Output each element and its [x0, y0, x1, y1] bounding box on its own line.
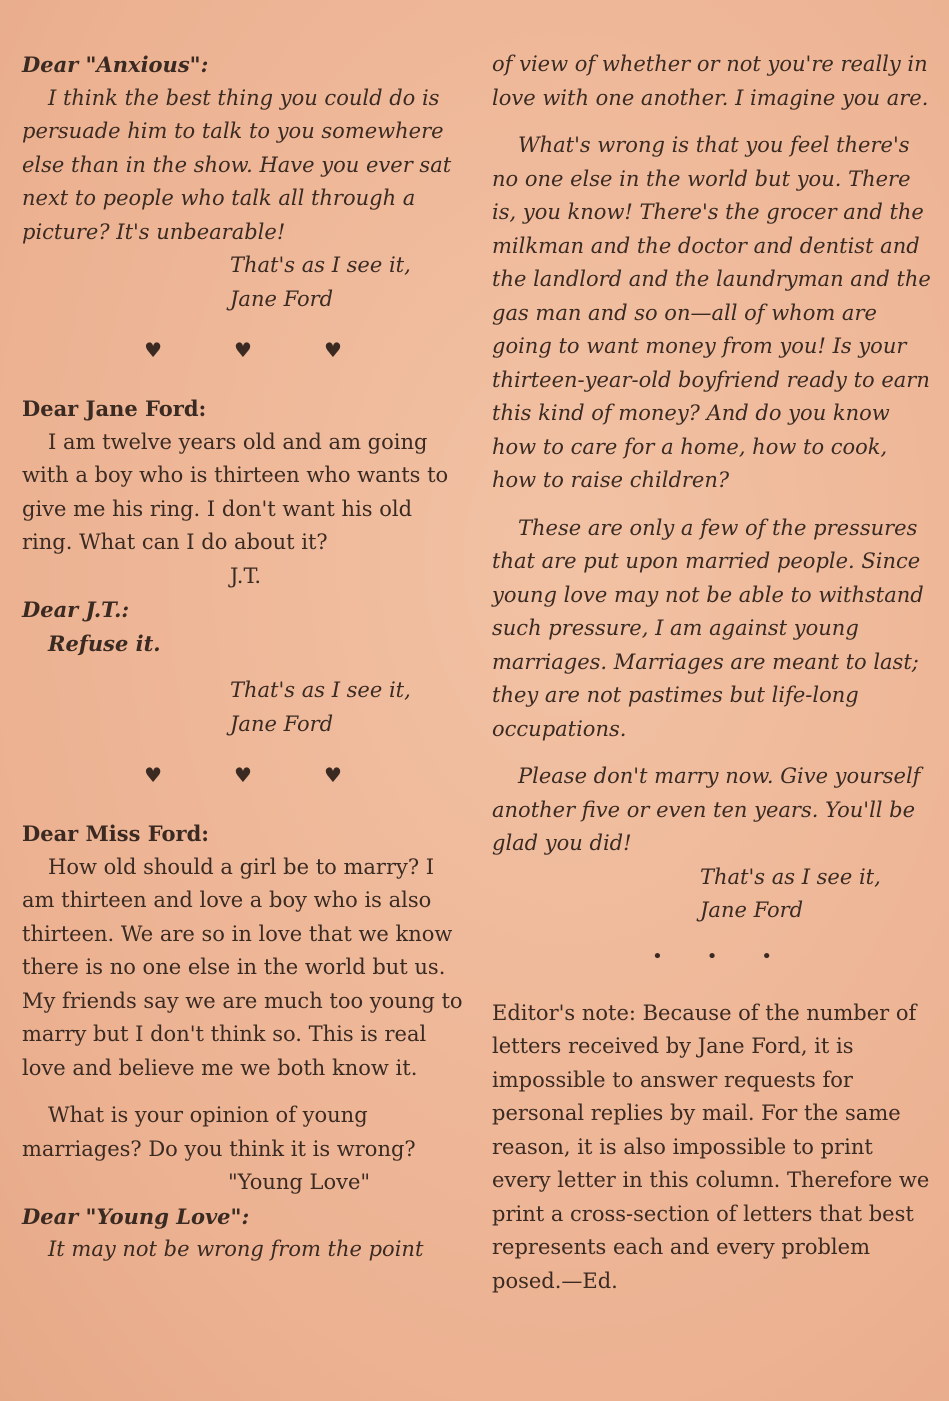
heart-icon: ♥	[234, 763, 252, 787]
reply-body: These are only a few of the pressures that are put upon married people. Since young love may not be able to withstand such pressure, I am against young marriages. Marriages are meant to last; they are not pastimes but life-long occupations.	[492, 515, 924, 741]
letter-body: I am twelve years old and am going with a boy who is thirteen who wants to give me his ring. I don't want his old ring. What can I do about it?	[22, 429, 449, 554]
signature: Jane Ford	[230, 286, 334, 311]
reply-body: Refuse it.	[48, 630, 161, 656]
signoff: That's as I see it,	[700, 864, 881, 889]
letter-signature: "Young Love"	[228, 1170, 371, 1194]
bullet-icon: •	[761, 945, 772, 967]
letter-body: How old should a girl be to marry? I am thirteen and love a boy who is also thirteen. We are so in love that we know there is no one else in the world but us. My friends say we are much too young to marry but I don't think so. This is real love and believe me we both know it.	[22, 854, 463, 1080]
reply-salutation: Dear "Anxious":	[22, 52, 209, 77]
heart-icon: ♥	[144, 338, 163, 362]
letter-salutation: Dear Jane Ford:	[22, 396, 207, 421]
signoff: That's as I see it,	[230, 678, 411, 702]
signature: Jane Ford	[230, 711, 334, 736]
heart-icon: ♥	[323, 763, 342, 787]
heart-icon: ♥	[323, 338, 342, 362]
editors-note: Editor's note: Because of the number of letters received by Jane Ford, it is impossible to answer requests for personal replies by mail. For the same reason, it is also impossible to print every letter in this column. Therefore we print a cross-section of letters that best represents each and every problem posed.—Ed.	[492, 1000, 930, 1293]
reply-body: of view of whether or not you're really in love with one another. I imagine you are.	[492, 52, 929, 110]
bullet-divider	[492, 946, 932, 967]
right-column	[492, 48, 932, 1298]
heart-icon: ♥	[144, 763, 163, 787]
left-column	[22, 48, 464, 1267]
reply-body: I think the best thing you could do is persuade him to talk to you somewhere else than in the show. Have you ever sat next to people who talk all through a picture? It's unbearable!	[22, 85, 452, 244]
reply-body: What's wrong is that you feel there's no one else in the world but you. There is, you know! There's the grocer and the milkman and the doctor and dentist and the landlord and the laundryman and the gas man and so on—all of whom are going to want money from you! Is your thirteen-year-old boyfriend ready to earn this kind of money? And do you know how to care for a home, how to cook, how to raise children?	[492, 133, 931, 492]
letter-signature: J.T.	[230, 563, 262, 588]
signature: Jane Ford	[700, 898, 804, 922]
signoff: That's as I see it,	[230, 253, 411, 277]
heart-divider	[22, 763, 464, 787]
bullet-icon: •	[706, 945, 718, 967]
reply-body: Please don't marry now. Give yourself another five or even ten years. You'll be glad you did!	[492, 764, 921, 855]
letter-body: What is your opinion of young marriages? Do you think it is wrong?	[22, 1103, 416, 1161]
bullet-icon: •	[652, 945, 663, 967]
reply-body: It may not be wrong from the point	[48, 1237, 424, 1261]
reply-salutation: Dear "Young Love":	[22, 1203, 250, 1229]
reply-salutation: Dear J.T.:	[22, 597, 130, 622]
heart-divider	[22, 338, 464, 362]
letter-salutation: Dear Miss Ford:	[22, 821, 210, 846]
heart-icon: ♥	[234, 338, 252, 362]
